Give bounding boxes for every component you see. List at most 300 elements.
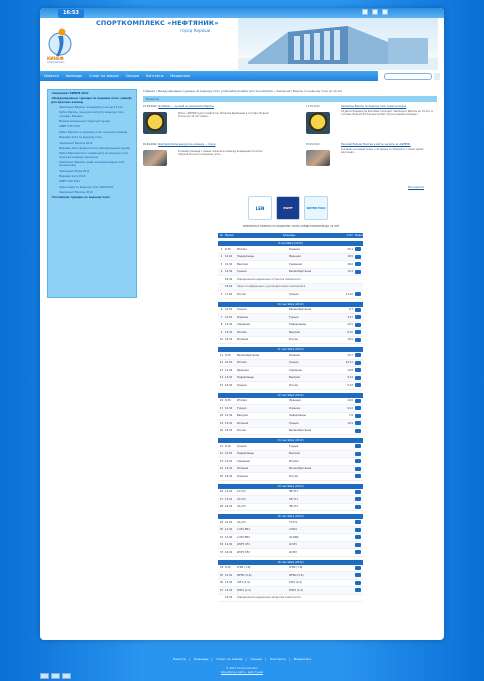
match-time: 16.30 (225, 474, 233, 478)
counter-badge[interactable] (51, 673, 60, 679)
search-button[interactable] (434, 73, 440, 80)
team-away: Греция (289, 292, 299, 296)
match-time: 16.30 (225, 505, 233, 509)
match-score: 18:5 (347, 255, 353, 259)
developer-link[interactable]: Разработка сайта - веб-студия (220, 670, 263, 674)
team-away: 9В-3Y1 (289, 490, 298, 494)
match-number: 10 (219, 338, 224, 342)
header-building-image (238, 18, 438, 70)
len-logo[interactable]: LEN (248, 196, 272, 220)
match-score: 10:9 (347, 421, 353, 425)
team-home: Нидерланды (237, 452, 254, 456)
team-away: Германия (289, 262, 302, 266)
sidebar-item[interactable]: Чемпионат Европы 2010 (59, 191, 93, 195)
schedule-row (218, 572, 363, 580)
match-number: 33 (219, 550, 224, 554)
team-home: Испания (237, 421, 249, 425)
schedule-row (218, 443, 363, 451)
team-away: Германия (289, 368, 302, 372)
team-away: Россия (289, 383, 298, 387)
match-number: 14 (219, 376, 224, 380)
sidebar-item[interactable]: Мировая лига по водному поло (59, 136, 102, 140)
match-time: 8.30 (225, 353, 231, 357)
match-time: 10.30 (225, 406, 233, 410)
col-header-time: Время (225, 234, 234, 237)
schedule-row (218, 496, 363, 504)
nav-item-news[interactable]: Новости (44, 74, 59, 78)
match-time: 8.30 (225, 566, 231, 570)
event-description: Пресс-конференция с руководителями чемпионата (237, 285, 306, 289)
team-away: Украина (289, 353, 300, 357)
col-header-number: № (220, 234, 223, 237)
match-number: 11 (219, 353, 224, 357)
video-icon[interactable] (355, 581, 361, 585)
schedule-row (218, 504, 363, 512)
team-home: Греция (237, 270, 247, 274)
logo-text: КИНЕФ (47, 56, 64, 61)
footer-link-contacts[interactable]: Контакты (270, 657, 286, 661)
match-time: 14.30 (225, 467, 233, 471)
team-home: Германия (237, 459, 250, 463)
counter-badge[interactable] (62, 673, 71, 679)
clock: 16:53 (58, 9, 84, 18)
match-score: 9:12 (347, 406, 353, 410)
team-home: 3A-3Y1 (237, 505, 246, 509)
schedule-day-header: 8 сентября (2012) (218, 241, 363, 246)
sidebar (47, 89, 137, 298)
rwpf-logo[interactable]: RWPF (276, 196, 300, 220)
schedule-day-header: 11 сентября (2012) (218, 347, 363, 352)
team-home: Италия (237, 399, 247, 403)
match-time: 12.30 (225, 581, 233, 585)
video-icon[interactable] (355, 315, 361, 319)
news-item (143, 143, 273, 146)
schedule-row (218, 382, 363, 390)
video-icon[interactable] (355, 573, 361, 577)
match-number: 30 (219, 528, 224, 532)
video-icon[interactable] (355, 255, 361, 259)
sidebar-item[interactable]: Чемпионат Европы 2012 (59, 141, 93, 145)
video-icon[interactable] (355, 361, 361, 365)
schedule-row (218, 269, 363, 277)
team-away: Франция (289, 255, 301, 259)
team-home: Италия (237, 330, 247, 334)
schedule-day-header: 16 сентября (2012) (218, 560, 363, 565)
video-icon[interactable] (355, 368, 361, 372)
schedule-header-row (218, 233, 363, 238)
video-icon[interactable] (355, 330, 361, 334)
schedule-row (218, 367, 363, 375)
team-away: Украина (289, 406, 300, 410)
team-home: Украина (237, 474, 248, 478)
team-home: WSF1 (1-2) (237, 588, 251, 592)
match-score: 5:3 (348, 308, 353, 312)
news-date: 05.09.2012 (306, 143, 320, 146)
match-number: 12 (219, 361, 224, 365)
schedule-row (218, 595, 363, 603)
schedule-row (218, 322, 363, 330)
sidebar-item[interactable]: Чемпионат Европы среди юниоров водное поло (юниорская) (59, 160, 125, 168)
match-score: 12:5 (347, 323, 353, 327)
match-score: 9:14 (347, 376, 353, 380)
match-number: 21 (219, 444, 224, 448)
video-icon[interactable] (355, 452, 361, 456)
team-away: Венгрия (289, 452, 300, 456)
search-input[interactable] (384, 73, 432, 80)
breadcrumb-section[interactable]: Международные турниры по водному поло | International water polo tournaments (157, 89, 273, 93)
schedule-row (218, 307, 363, 315)
video-icon[interactable] (355, 262, 361, 266)
video-icon[interactable] (355, 414, 361, 418)
schedule-row (218, 466, 363, 474)
match-score: 11:10 (345, 292, 353, 296)
sidebar-item[interactable]: KINEF CUP 2011 (59, 180, 81, 184)
counter-badge[interactable] (40, 673, 49, 679)
match-number: 35 (219, 573, 224, 577)
sidebar-item[interactable]: Чемпионат Мира 2011 (59, 169, 90, 173)
col-header-video: Видео (355, 234, 364, 237)
match-number: 22 (219, 452, 224, 456)
team-home: L-SF2 РМ2 (237, 535, 250, 539)
team-home: Нидерланды (237, 376, 254, 380)
video-icon[interactable] (355, 353, 361, 357)
match-score: 10:11 (345, 361, 353, 365)
schedule-table (218, 233, 363, 602)
match-number: 31 (219, 535, 224, 539)
team-away: W-SF2 (289, 550, 297, 554)
match-time: 12.30 (225, 262, 233, 266)
match-time: 10.30 (225, 520, 233, 524)
team-home: Франция (237, 368, 249, 372)
news-title-link[interactable]: Дмитрий Холод вернулся в команду — город (158, 143, 216, 146)
team-home: Венгрия (237, 262, 248, 266)
mail-icon[interactable] (382, 9, 388, 15)
team-away: 2B-3Y1 (289, 497, 298, 501)
video-icon[interactable] (355, 566, 361, 570)
video-icon[interactable] (355, 338, 361, 342)
team-home: WQF1 SF1 (237, 543, 250, 547)
team-home: Греция (237, 444, 247, 448)
team-away: W-SF1 (289, 543, 297, 547)
breadcrumb: Главная » Международные турниры по водному поло | International water polo tournaments » Чемпионат Европы по водному поло до 19 лет (143, 89, 343, 93)
news-title-link[interactable]: Чемпионы Европы по водному поло среди юниоров (341, 105, 407, 108)
sidebar-item[interactable]: Кубок Европы по водному поло женская команда (59, 130, 128, 134)
match-number: 37 (219, 588, 224, 592)
team-away: LFM2 (7-8) (289, 566, 303, 570)
video-icon[interactable] (355, 399, 361, 403)
match-time: 14.30 (225, 543, 233, 547)
video-icon[interactable] (355, 543, 361, 547)
news-item (341, 105, 437, 116)
match-time: 14.30 (225, 421, 233, 425)
footer-nav: Новости | Команды | Спорт на заводе | Секции | Контакты | Медиатека (172, 657, 312, 661)
news-item (341, 143, 437, 154)
match-time: 10.30 (225, 361, 233, 365)
match-number: 17 (219, 406, 224, 410)
match-number: 19 (219, 421, 224, 425)
team-home: Греция (237, 308, 247, 312)
team-home: LSF1 (3-4) (237, 581, 250, 585)
schedule-row (218, 489, 363, 497)
team-home: Испания (237, 338, 249, 342)
match-number: 18 (219, 414, 224, 418)
match-time: 12.30 (225, 528, 233, 532)
news-title-link[interactable]: До Ваших — лучший на чемпионате Европы (158, 105, 214, 108)
match-score: 5:12 (347, 383, 353, 387)
news-date: 15.09.2012 (143, 105, 157, 108)
schedule-day-header: 13 сентября (2012) (218, 438, 363, 443)
nav-item-sections[interactable]: Секции (125, 74, 139, 78)
team-home: Великобритания (237, 353, 260, 357)
video-icon[interactable] (355, 550, 361, 554)
schedule-row (218, 276, 363, 284)
schedule-row (218, 314, 363, 322)
schedule-row (218, 542, 363, 550)
team-away: Турция (289, 444, 299, 448)
team-home: WFM1 (5-6) (237, 573, 252, 577)
event-description: Официальная церемония открытия чемпионата (237, 277, 301, 281)
team-home: Германия (237, 323, 250, 327)
schedule-row (218, 458, 363, 466)
all-news-link[interactable]: Все новости (408, 186, 425, 189)
schedule-row (218, 261, 363, 269)
video-icon[interactable] (355, 383, 361, 387)
team-home: 2A-3Y1 (237, 497, 246, 501)
team-away: Россия (289, 338, 298, 342)
header-icons (362, 9, 388, 17)
video-icon[interactable] (355, 421, 361, 425)
news-thumbnail[interactable] (143, 112, 167, 134)
team-home: WQF2 SF2 (237, 550, 250, 554)
match-score: 6:10 (347, 330, 353, 334)
video-icon[interactable] (355, 535, 361, 539)
schedule-row (218, 534, 363, 542)
match-number: 4 (220, 270, 223, 274)
footer-copyright: © 2011 Спорткомплекс Разработка сайта - веб-студия (40, 667, 444, 674)
match-score: 10:6 (347, 338, 353, 342)
event-description: Официальная церемония закрытия чемпионата (237, 596, 301, 600)
match-time: 16.30 (225, 550, 233, 554)
video-icon[interactable] (355, 292, 361, 296)
team-away: Греция (289, 361, 299, 365)
video-icon[interactable] (355, 308, 361, 312)
footer-link-news[interactable]: Новости (172, 657, 186, 661)
match-time: 12.30 (225, 414, 233, 418)
schedule-row (218, 527, 363, 535)
team-home: Испания (237, 467, 249, 471)
match-time: 12.30 (225, 490, 233, 494)
match-time: 10.00 (225, 255, 233, 259)
video-icon[interactable] (355, 376, 361, 380)
footer-link-factory-sport[interactable]: Спорт на заводе (216, 657, 243, 661)
match-time: 10.30 (225, 452, 233, 456)
sidebar-item[interactable]: Кубок мира по водному поло 2010/2011 (59, 185, 114, 189)
home-icon[interactable] (362, 9, 368, 15)
match-time: 10.30 (225, 315, 233, 319)
video-icon[interactable] (355, 444, 361, 448)
match-time: 16.30 (225, 338, 233, 342)
match-time: 12.30 (225, 459, 233, 463)
sidebar-item[interactable]: ▸ Международные турниры по водному поло «кинеф» для мужских команд (51, 97, 133, 103)
team-away: Нидерланды (289, 323, 306, 327)
footer-link-media[interactable]: Медиатека (293, 657, 312, 661)
breadcrumb-current: Чемпионат Европы по водному поло до 19 лет (276, 89, 343, 93)
news-thumbnail[interactable] (143, 150, 167, 166)
match-time: 14.30 (225, 330, 233, 334)
footer-link-sections[interactable]: Секции (250, 657, 263, 661)
video-icon[interactable] (355, 520, 361, 524)
match-number: 26 (219, 490, 224, 494)
match-score: 25:1 (347, 247, 353, 251)
match-time: 16.30 (225, 596, 233, 600)
match-score: 4:17 (347, 315, 353, 319)
team-home: LFM1 (7-8) (237, 566, 251, 570)
news-title-link[interactable]: Николай Бойцов: Мечтаю в матче сыграть за «КИНЕФ» (341, 143, 411, 146)
match-time: 8.30 (225, 399, 231, 403)
video-icon[interactable] (355, 467, 361, 471)
video-icon[interactable] (355, 406, 361, 410)
match-time: 8.30 (225, 444, 231, 448)
main-nav (40, 71, 378, 81)
match-number: 2 (220, 255, 223, 259)
team-away: Италия (289, 459, 299, 463)
match-number: 3 (220, 262, 223, 266)
schedule-day-header: 14 сентября (2012) (218, 484, 363, 489)
news-thumbnail[interactable] (306, 112, 330, 134)
match-number: 9 (220, 330, 223, 334)
match-time: 14.30 (225, 376, 233, 380)
team-home: Италия (237, 247, 247, 251)
sidebar-item[interactable]: Мировая лига (водное поло) мемориальный турнир (59, 146, 130, 150)
match-score: 14:7 (347, 353, 353, 357)
video-icon[interactable] (355, 323, 361, 327)
match-time: 14.30 (225, 497, 233, 501)
match-time: 18.00 (225, 285, 233, 289)
team-away: Турция (289, 315, 299, 319)
sidebar-item[interactable]: Чемпионат Европы по водному поло до 19 лет (59, 105, 123, 109)
team-home: Нидерланды (237, 255, 254, 259)
sitemap-icon[interactable] (372, 9, 378, 15)
nav-item-factory-sport[interactable]: Спорт на заводе (89, 74, 119, 78)
counters (40, 673, 71, 679)
video-icon[interactable] (355, 247, 361, 251)
video-icon[interactable] (355, 474, 361, 478)
match-number: 20 (219, 429, 224, 433)
match-number: 23 (219, 459, 224, 463)
schedule-row (218, 565, 363, 573)
match-number: 29 (219, 520, 224, 524)
match-time: 14.30 (225, 588, 233, 592)
schedule-row (218, 549, 363, 557)
news-text: О планах на новый сезон, о встречах со сборной и о своих целях рассказал... (341, 148, 424, 155)
news-header: Новости (143, 96, 437, 102)
nav-item-contacts[interactable]: Контакты (145, 74, 164, 78)
match-score: 13:4 (347, 270, 353, 274)
news-text: Игрок «КИНЕФ-Сургутнефтегаз» Виталий Дробышев в составе сборной России до 19 лет занял... (178, 112, 269, 119)
match-number: 28 (219, 505, 224, 509)
team-away: Греция (289, 421, 299, 425)
schedule-row (218, 587, 363, 595)
video-icon[interactable] (355, 588, 361, 592)
match-number: 15 (219, 383, 224, 387)
nav-item-teams[interactable]: Команды (65, 74, 83, 78)
team-away: 3Y-3Y1 (289, 520, 298, 524)
schedule-row (218, 352, 363, 360)
footer-link-teams[interactable]: Команды (193, 657, 209, 661)
sidebar-item[interactable]: Межрегиональный открытый турнир (59, 119, 110, 123)
team-home: Россия (237, 429, 246, 433)
team-away: Россия (289, 474, 298, 478)
video-icon[interactable] (355, 270, 361, 274)
match-time: 12.30 (225, 535, 233, 539)
breadcrumb-home[interactable]: Главная (143, 89, 155, 93)
match-time: 10.30 (225, 573, 233, 577)
match-time: 14.30 (225, 270, 233, 274)
video-icon[interactable] (355, 505, 361, 509)
video-icon[interactable] (355, 528, 361, 532)
sidebar-item[interactable]: ▸ Чемпионат КИНЕФ 2012 (51, 92, 133, 95)
video-icon[interactable] (355, 490, 361, 494)
sidebar-item[interactable]: Кубок Европейского чемпионата по водному поло женская команда (юниорки) (59, 152, 129, 159)
match-number: 8 (220, 323, 223, 327)
team-away: Великобритания (289, 308, 312, 312)
team-away: Нидерланды (289, 414, 306, 418)
sidebar-item[interactable]: Кубок Европы (женская лига) по водному поло «кинеф» Кириши (59, 111, 124, 118)
team-away: Франция (289, 399, 301, 403)
video-icon[interactable] (355, 429, 361, 433)
partner-logos (248, 196, 328, 220)
team-home: Украина (237, 315, 248, 319)
site-title: СПОРТКОМПЛЕКС «НЕФТЯНИК» (96, 19, 219, 27)
team-away: Великобритания (289, 270, 312, 274)
nav-item-media[interactable]: Медиатека (170, 74, 191, 78)
news-text: В нашей команде с новым сезоном в команду возвращается игрок сборной России по водному поло... (178, 150, 263, 157)
match-time: 16.30 (225, 277, 233, 281)
match-time: 12.30 (225, 368, 233, 372)
match-number: 5 (220, 292, 223, 296)
news-thumbnail[interactable] (306, 150, 330, 166)
match-number: 7 (220, 315, 223, 319)
schedule-day-header: 12 сентября (2012) (218, 393, 363, 398)
team-away: Венгрия (289, 330, 300, 334)
video-icon[interactable] (355, 459, 361, 463)
team-away: 4-RM1 (289, 528, 297, 532)
schedule-row (218, 246, 363, 254)
video-icon[interactable] (355, 497, 361, 501)
team-home: Италия (237, 361, 247, 365)
team-home: Греция (237, 383, 247, 387)
schedule-row (218, 284, 363, 292)
match-time: 8.30 (225, 247, 231, 251)
team-away: Великобритания (289, 467, 312, 471)
match-number: 13 (219, 368, 224, 372)
team-away: 4C-RM2 (289, 535, 299, 539)
sidebar-item[interactable]: Мировая лига 2010 (59, 174, 86, 178)
sidebar-item[interactable]: KINEF CUP 2012 (59, 125, 81, 129)
match-score: 14:8 (347, 368, 353, 372)
sidebar-item[interactable]: ▸ Российские турниры по водному поло (51, 196, 133, 199)
schedule-title: ЧЕМПИОНАТ ЕВРОПЫ ПО ВОДНОМУ ПОЛО СРЕДИ ЮНИОРОВ ДО 19 ЛЕТ (242, 225, 340, 228)
schedule-row (218, 398, 363, 406)
team-away: Великобритания (289, 429, 312, 433)
match-number: 1 (220, 247, 223, 251)
water-polo-logo[interactable]: WATER POLO (304, 196, 328, 220)
team-away: 3В-3Y1 (289, 505, 298, 509)
team-home: Россия (237, 292, 246, 296)
match-score: 7:8 (348, 414, 353, 418)
match-score: 14:6 (347, 399, 353, 403)
team-away: WSF2 (1-2) (289, 588, 303, 592)
